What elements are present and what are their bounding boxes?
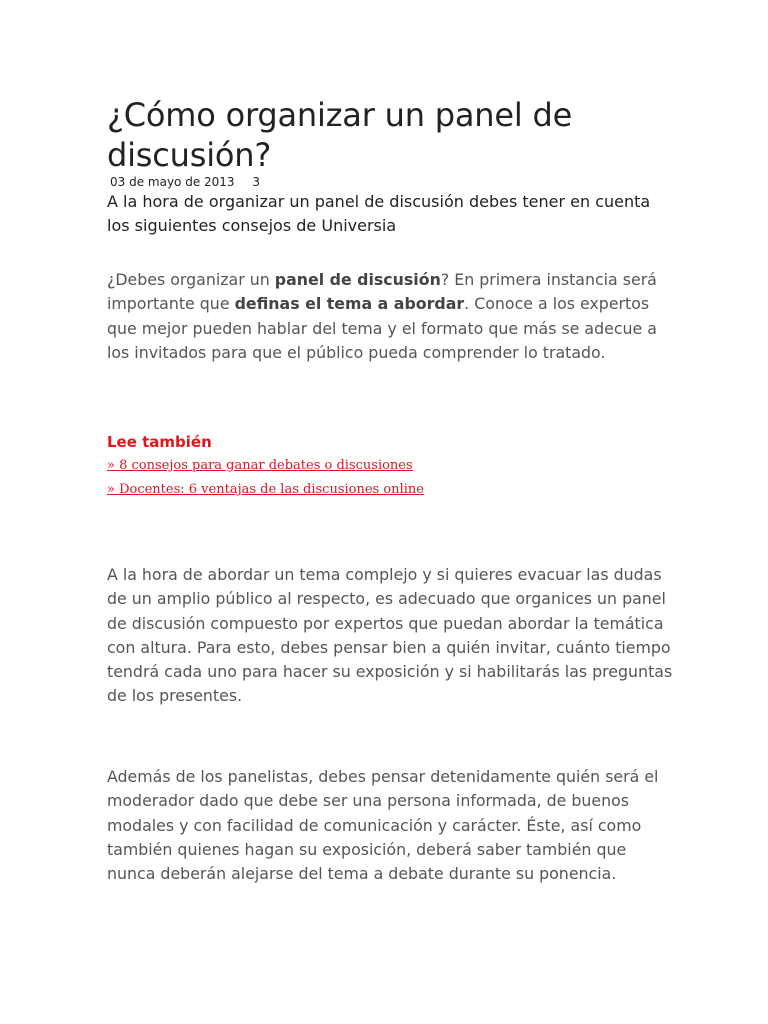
article-date: 03 de mayo de 2013 [110, 175, 235, 189]
article-title: ¿Cómo organizar un panel de discusión? [107, 96, 573, 174]
article-lead: A la hora de organizar un panel de discusión debes tener en cuenta los siguientes consejos de Universia [107, 192, 651, 235]
paragraph-text: . Conoce a los expertos que mejor pueden hablar del tema y el formato que más se adecue a los invitados para que el público pueda comprender lo tratado. [107, 294, 657, 362]
highlight-topic: definas el tema a abordar [234, 294, 465, 314]
article-paragraph-1 [107, 268, 677, 365]
related-link-debates[interactable]: » 8 consejos para ganar debates o discusiones [107, 458, 413, 473]
paragraph-text: ¿Debes organizar un [107, 270, 275, 289]
paragraph-text: ? En primera instancia será importante que [107, 270, 657, 314]
article-paragraph-2: A la hora de abordar un tema complejo y si quieres evacuar las dudas de un amplio público al respecto, es adecuado que organices un panel de discusión compuesto por expertos que puedan abordar la temática con altura. Para esto, debes pensar bien a quién invitar, cuánto tiempo tendrá cada uno para hacer su exposición y si habilitarás las preguntas de los presentes. [107, 565, 673, 706]
related-link-docentes[interactable]: » Docentes: 6 ventajas de las discusiones online [107, 482, 424, 497]
article-meta [110, 174, 260, 190]
article-paragraph-3: Además de los panelistas, debes pensar detenidamente quién será el moderador dado que debe ser una persona informada, de buenos modales y con facilidad de comunicación y carácter. Éste, así como también quienes hagan su exposición, deberá saber también que nunca deberán alejarse del tema a debate durante su ponencia. [107, 767, 659, 884]
related-heading: Lee también [107, 433, 212, 451]
comment-count[interactable]: 3 [252, 175, 261, 189]
highlight-panel: panel de discusión [274, 270, 441, 289]
related-articles [107, 430, 667, 502]
